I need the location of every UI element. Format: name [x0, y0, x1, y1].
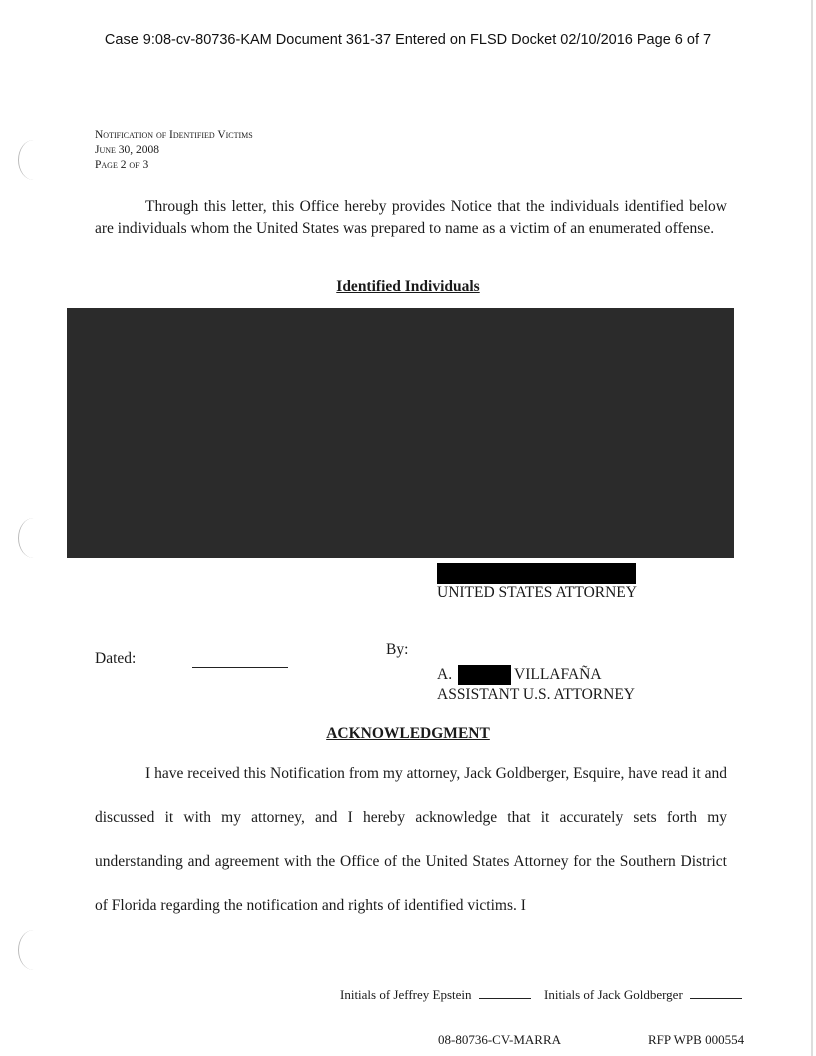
initials-goldberger-label: Initials of Jack Goldberger	[544, 987, 683, 1002]
signer-prefix: A.	[437, 666, 453, 683]
initials-row	[340, 987, 742, 1003]
page-edge	[811, 0, 813, 1056]
letter-header-date: June 30, 2008	[95, 144, 160, 156]
dated-line	[192, 667, 288, 668]
dated-label: Dated:	[95, 650, 137, 667]
punch-hole-mark	[18, 518, 49, 558]
footer-case-number: 08-80736-CV-MARRA	[438, 1032, 562, 1047]
court-filing-stamp: Case 9:08-cv-80736-KAM Document 361-37 Entered on FLSD Docket 02/10/2016 Page 6 of 7	[104, 32, 712, 48]
identified-individuals-heading: Identified Individuals	[336, 278, 480, 295]
initials-goldberger-line	[690, 998, 742, 999]
initials-epstein-line	[479, 998, 531, 999]
initials-epstein-label: Initials of Jeffrey Epstein	[340, 987, 472, 1002]
intro-paragraph: Through this letter, this Office hereby provides Notice that the individuals identified below are individuals whom the United States was prepared to name as a victim of an enumerated offense.	[95, 198, 727, 237]
signer-title: ASSISTANT U.S. ATTORNEY	[437, 686, 635, 703]
footer-bates-number: RFP WPB 000554	[648, 1032, 745, 1047]
by-label: By:	[386, 641, 409, 658]
letter-header-page: Page 2 of 3	[95, 159, 149, 171]
redacted-block	[67, 308, 734, 558]
redacted-first-name	[458, 665, 511, 685]
signer-surname: VILLAFAÑA	[514, 666, 602, 683]
acknowledgment-text: I have received this Notification from my attorney, Jack Goldberger, Esquire, have read it and discussed it with my attorney, and I hereby acknowledge that it accurately sets forth my understanding and agreement with the Office of the United States Attorney for the Southern District of Florida regarding the notification and rights of identified victims. I	[95, 765, 727, 914]
acknowledgment-heading: ACKNOWLEDGMENT	[326, 725, 490, 742]
office-title: UNITED STATES ATTORNEY	[437, 584, 637, 601]
redacted-name	[437, 563, 636, 584]
punch-hole-mark	[18, 140, 49, 180]
letter-header-title: Notification of Identified Victims	[95, 129, 253, 141]
punch-hole-mark	[18, 930, 49, 970]
